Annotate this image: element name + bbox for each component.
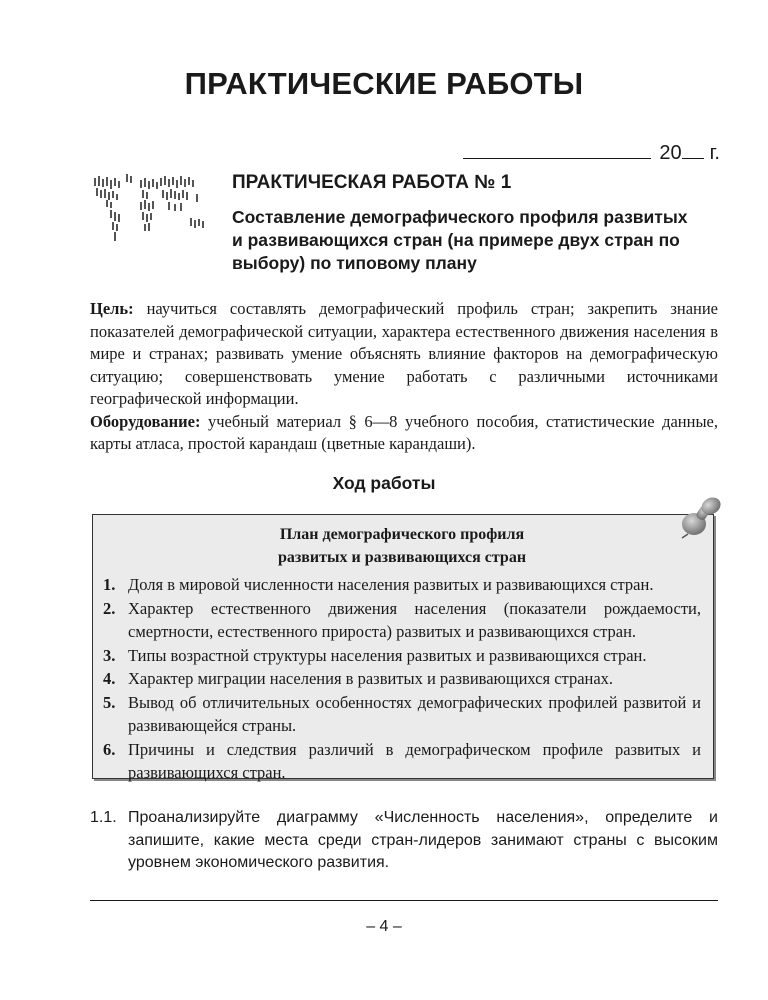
answer-line[interactable] [90,900,718,901]
work-number-heading: ПРАКТИЧЕСКАЯ РАБОТА № 1 [232,172,512,193]
date-suffix: г. [709,142,720,164]
date-field [463,140,720,165]
plan-item [103,644,701,668]
plan-title-line2: развитых и развивающихся стран [277,549,527,566]
world-map-people-icon [90,170,220,248]
goal-text: научиться составлять демографический профиль стран; закрепить знание показателей демографической ситуации, характера естественного движения населения в мире и странах; развивать умение объяснять влияние факторов на демографическую ситуацию; совершенствовать умение работать с различными источниками географической информации. [90,299,718,408]
plan-item [103,667,701,691]
work-subtitle: Составление демографического профиля развитых и развивающихся стран (на примере двух стран по выбору) по типовому плану [232,207,688,273]
plan-item-number: 1. [103,575,116,594]
plan-item-text: Типы возрастной структуры населения развитых и развивающихся стран. [128,645,647,665]
plan-item-number: 6. [103,739,116,759]
task-1-1 [90,807,718,875]
plan-item-number: 2. [103,598,116,618]
plan-item-text: Доля в мировой численности населения развитых и развивающихся стран. [128,575,654,594]
plan-item-text: Характер миграции населения в развитых и развивающихся странах. [128,669,614,688]
goal-section [90,298,718,456]
pushpin-icon [678,494,724,540]
plan-item [103,573,701,597]
plan-title [103,523,701,569]
date-year-blank [682,140,704,159]
plan-list [103,573,701,785]
plan-item [103,597,701,644]
plan-box [92,514,714,782]
page-title: ПРАКТИЧЕСКИЕ РАБОТЫ [184,66,584,101]
plan-item-number: 4. [103,669,116,688]
plan-item-text: Характер естественного движения населения (показатели рождаемости, смертности, естественного прироста) развитых и развивающихся стран. [128,598,701,641]
plan-item-text: Вывод об отличительных особенностях демографических профилей развитой и развивающейся страны. [128,692,701,735]
plan-title-line1: План демографического профиля [279,526,525,543]
plan-item-text: Причины и следствия различий в демографическом профиле развитых и развивающихся стран. [128,739,701,782]
plan-item [103,691,701,738]
date-blank [463,140,651,159]
equipment-paragraph [90,411,718,456]
equipment-label: Оборудование: [90,411,201,431]
task-text: Проанализируйте диаграмму «Численность населения», определите и запишите, какие места среди стран-лидеров занимают страны с высоким уровнем экономического развития. [128,809,718,871]
goal-label: Цель: [90,299,134,318]
plan-item-number: 5. [103,692,116,712]
steps-heading: Ход работы [332,473,436,493]
equipment-text: учебный материал § 6—8 учебного пособия, статистические данные, карты атласа, простой карандаш (цветные карандаши). [90,411,718,453]
plan-item [103,738,701,785]
plan-item-number: 3. [103,645,116,665]
goal-paragraph [90,298,718,411]
date-year-prefix: 20 [659,142,682,164]
page-number: – 4 – [366,918,402,935]
task-number: 1.1. [90,809,117,826]
